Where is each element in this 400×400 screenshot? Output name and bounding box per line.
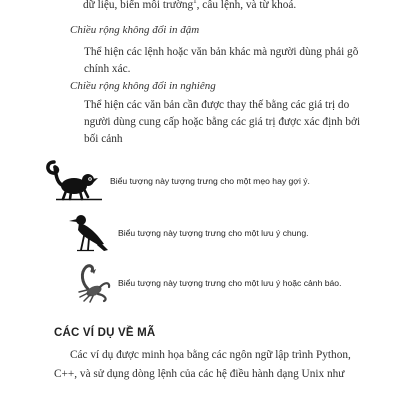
general-note-text: Biểu tượng này tượng trưng cho một lưu ý chung. bbox=[118, 228, 309, 238]
section-heading: CÁC VÍ DỤ VỀ MÃ bbox=[54, 327, 156, 339]
tip-note-text: Biểu tượng này tượng trưng cho một mẹo hay gợi ý. bbox=[110, 176, 310, 186]
convention-description-line: chính xác. bbox=[84, 63, 131, 75]
footnote-marker: 1 bbox=[193, 0, 197, 6]
top-fragment-line bbox=[83, 0, 296, 11]
convention-term-italic: Chiều rộng không đổi in nghiêng bbox=[70, 80, 216, 92]
warning-note-text: Biểu tượng này tượng trưng cho một lưu ý hoặc cảnh báo. bbox=[118, 278, 342, 288]
convention-description-line: người dùng cung cấp hoặc bằng các giá trị được xác định bởi bbox=[84, 116, 361, 128]
convention-term-bold: Chiều rộng không đổi in đậm bbox=[70, 24, 200, 36]
top-fragment-after: , câu lệnh, và từ khoá. bbox=[196, 0, 297, 11]
convention-description-line: Thể hiện các văn bản cần được thay thế bằng các giá trị do bbox=[84, 99, 350, 111]
convention-description-line: Thể hiện các lệnh hoặc văn bản khác mà người dùng phải gõ bbox=[84, 46, 359, 58]
convention-description-line: bối cảnh bbox=[84, 133, 123, 145]
scorpion-icon bbox=[74, 261, 114, 303]
lemur-icon bbox=[44, 158, 106, 202]
section-paragraph-line: Các ví dụ được minh họa bằng các ngôn ngữ lập trình Python, bbox=[70, 349, 351, 361]
crow-icon bbox=[64, 212, 110, 252]
top-fragment-text: dữ liệu, biến môi trường bbox=[83, 0, 194, 11]
section-paragraph-line: C++, và sử dụng dòng lệnh của các hệ điều hành dạng Unix như bbox=[54, 368, 345, 380]
